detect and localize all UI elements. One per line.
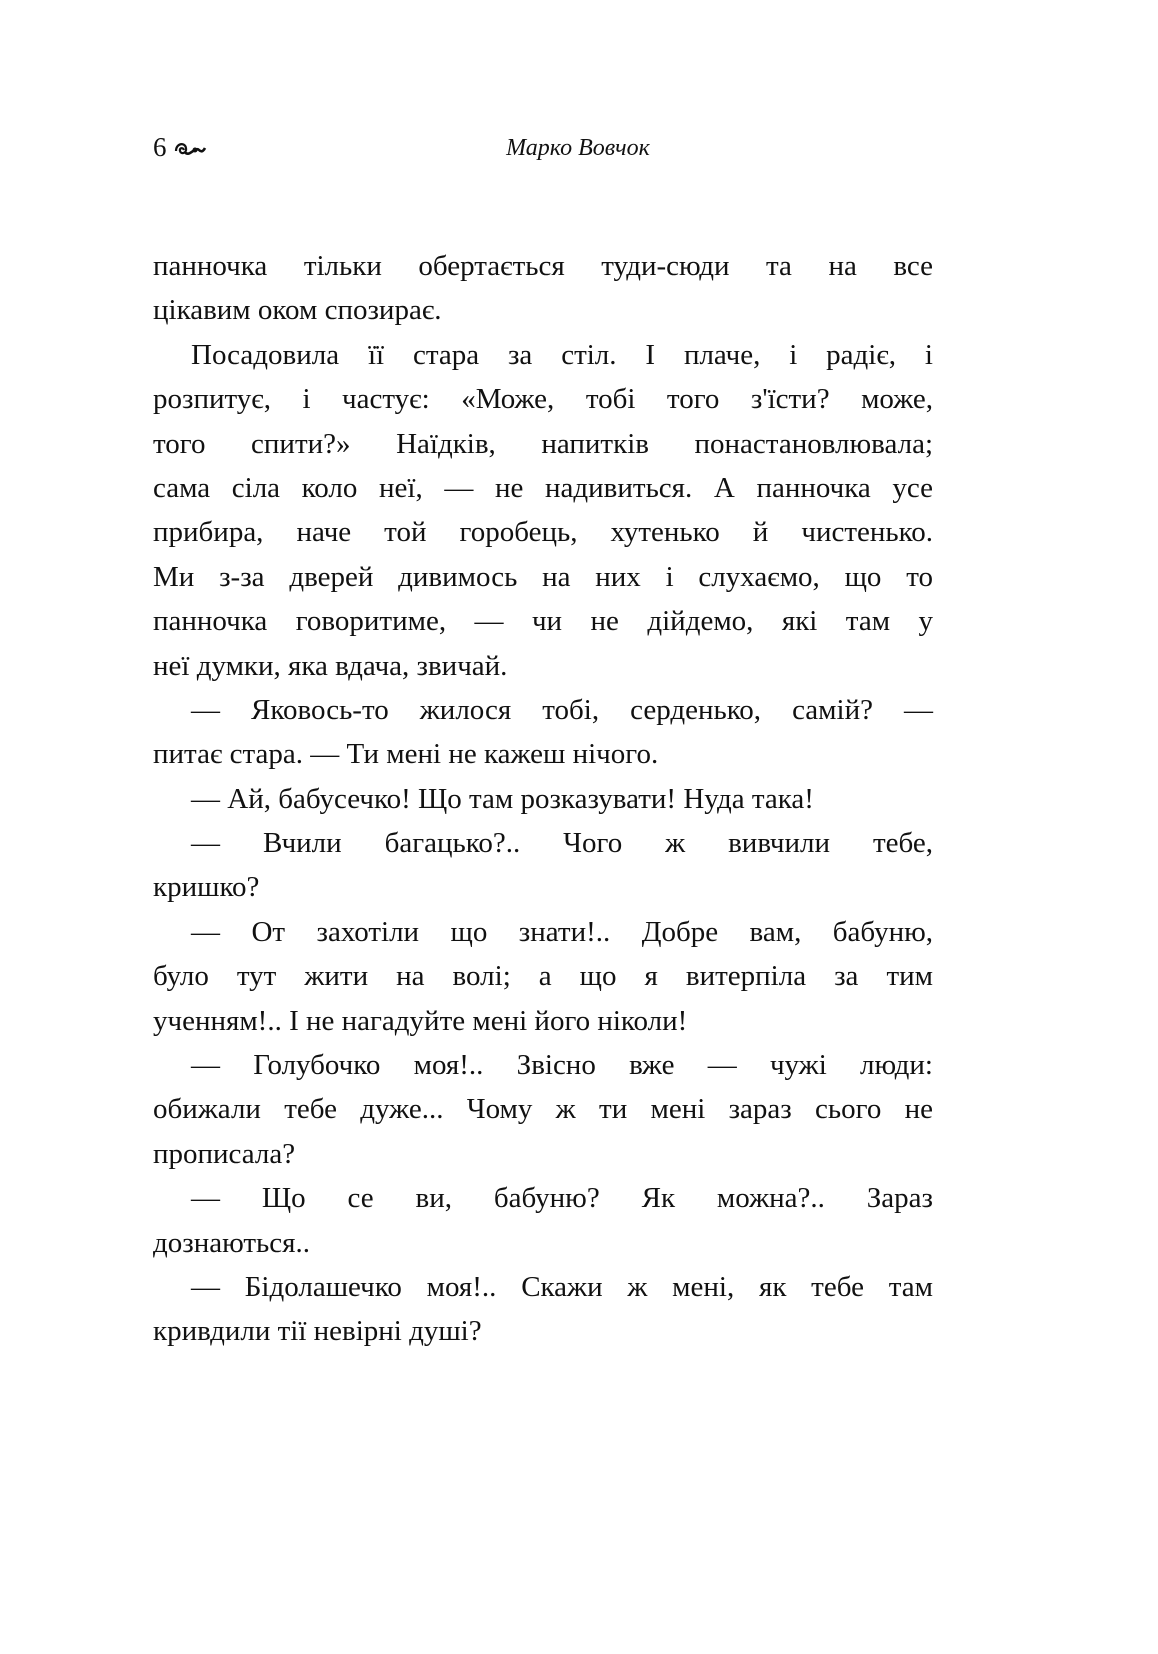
text-line: Ми з-за дверей дивимось на них і слухаємо, що то (153, 560, 933, 593)
text-line: прописала? (153, 1137, 296, 1170)
text-line: було тут жити на волі; а що я витерпіла за тим (153, 960, 933, 993)
text-line: панночка тільки обертається туди-сюди та на все (153, 250, 933, 282)
text-line: сама сіла коло неї, — не надивиться. А панночка усе (153, 471, 933, 504)
paragraph (153, 1043, 933, 1176)
text-line: кривдили тії невірні душі? (153, 1315, 482, 1348)
paragraph (153, 821, 933, 910)
paragraph (153, 910, 933, 1043)
paragraph (153, 1265, 933, 1354)
paragraph (153, 777, 933, 821)
text-line: того спити?» Наїдків, напитків понастановлювала; (153, 427, 933, 460)
text-line: дознаються.. (153, 1226, 310, 1259)
paragraph (153, 688, 933, 777)
running-header-author: Марко Вовчок (506, 135, 650, 161)
text-line: питає стара. — Ти мені не кажеш нічого. (153, 738, 659, 771)
text-line: — Що се ви, бабуню? Як можна?.. Зараз (191, 1182, 933, 1215)
text-line: розпитує, і частує: «Може, тобі того з'їсти? може, (153, 383, 933, 416)
text-line: ученням!.. І не нагадуйте мені його ніколи! (153, 1004, 688, 1037)
paragraph (153, 1176, 933, 1265)
text-line: — Яковось-то жилося тобі, серденько, самій? — (191, 693, 933, 726)
text-line: кришко? (153, 871, 260, 904)
paragraph (153, 244, 933, 333)
running-header (153, 132, 933, 172)
page-body-text (153, 244, 933, 1354)
text-line: цікавим оком спозирає. (153, 294, 442, 327)
text-line: — От захотіли що знати!.. Добре вам, бабуню, (191, 915, 933, 948)
text-line: — Бідолашечко моя!.. Скажи ж мені, як тебе там (191, 1270, 933, 1303)
text-line: — Ай, бабусечко! Що там розказувати! Нуда така! (191, 782, 814, 815)
text-line: — Голубочко моя!.. Звісно вже — чужі люди: (191, 1049, 933, 1082)
text-line: панночка говоритиме, — чи не дійдемо, які там у (153, 605, 933, 638)
text-line: прибира, наче той горобець, хутенько й чистенько. (153, 516, 933, 549)
text-line: обижали тебе дуже... Чому ж ти мені зараз сього не (153, 1093, 933, 1126)
page-number: 6 (153, 132, 167, 162)
text-line: — Вчили багацько?.. Чого ж вивчили тебе, (191, 827, 933, 860)
text-line: неї думки, яка вдача, звичай. (153, 649, 508, 682)
paragraph (153, 333, 933, 688)
text-line: Посадовила її стара за стіл. І плаче, і радіє, і (191, 338, 933, 371)
